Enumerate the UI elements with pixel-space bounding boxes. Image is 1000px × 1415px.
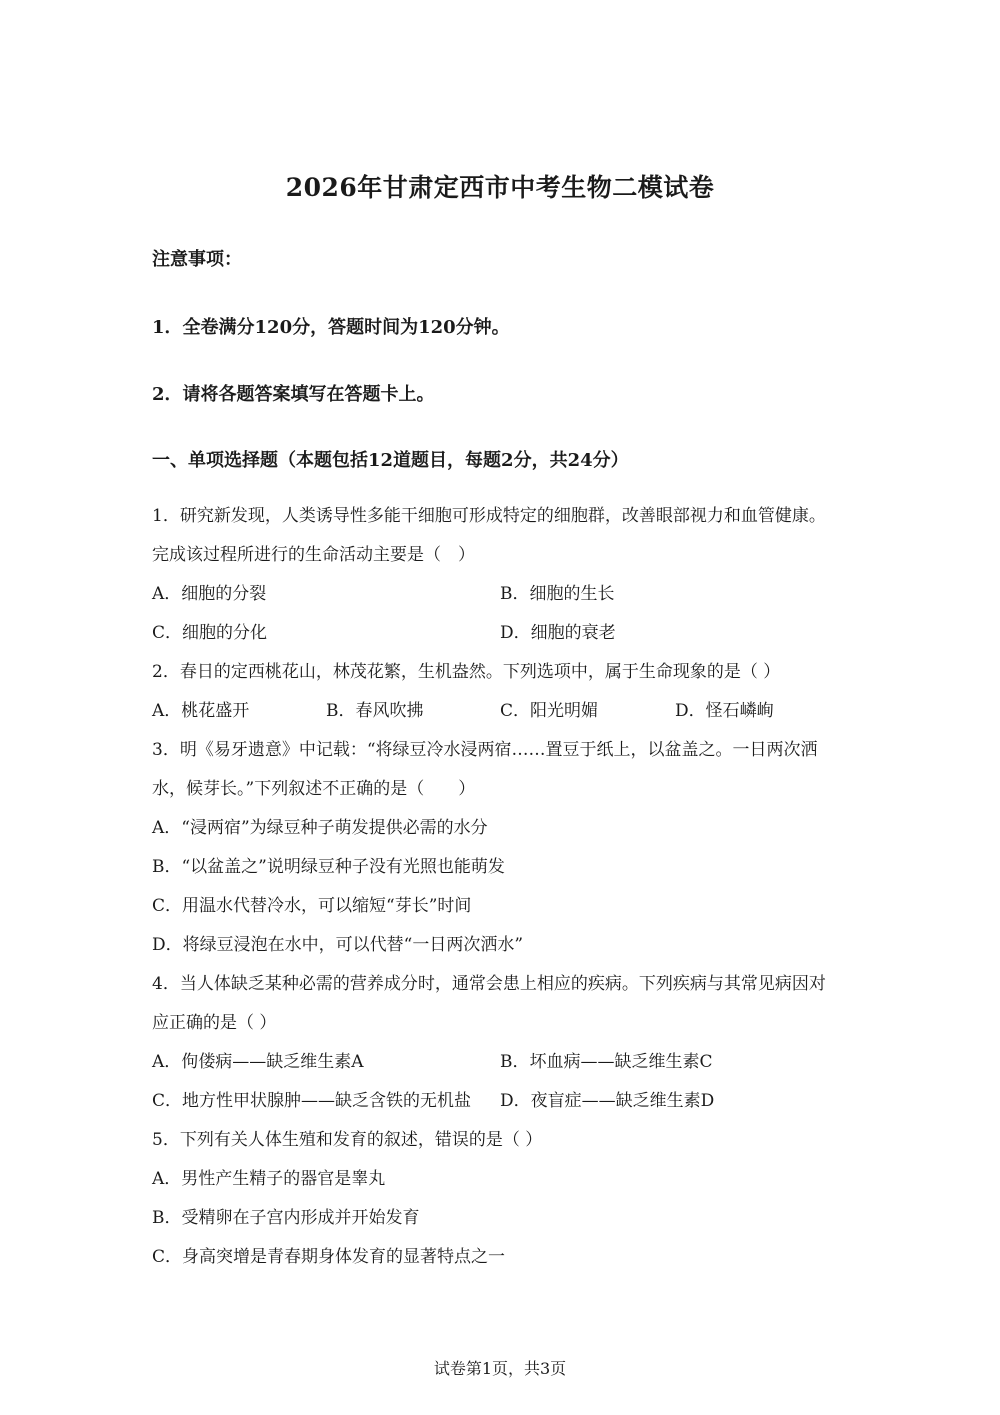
question-3-option-b: B．“以盆盖之”说明绿豆种子没有光照也能萌发	[152, 857, 505, 877]
question-1-option-d: D．细胞的衰老	[500, 623, 616, 643]
exam-title: 2026年甘肃定西市中考生物二模试卷	[285, 173, 715, 202]
question-4-option-b: B．坏血病——缺乏维生素C	[500, 1052, 713, 1072]
question-4-stem-line2: 应正确的是（ ）	[152, 1013, 277, 1033]
question-1-stem-line2: 完成该过程所进行的生命活动主要是（ ）	[152, 545, 475, 565]
question-4-option-a: A．佝偻病——缺乏维生素A	[152, 1052, 364, 1072]
question-2-option-d: D．怪石嶙峋	[675, 701, 774, 721]
question-1-option-c: C．细胞的分化	[152, 623, 268, 643]
question-2-option-b: B．春风吹拂	[326, 701, 424, 721]
question-1-option-a: A．细胞的分裂	[152, 584, 267, 604]
question-3-stem-line1: 3．明《易牙遗意》中记载：“将绿豆冷水浸两宿……置豆于纸上，以盆盖之。一日两次洒	[152, 740, 818, 760]
question-5-option-c: C．身高突增是青春期身体发育的显著特点之一	[152, 1247, 506, 1267]
notice-heading: 注意事项：	[152, 249, 242, 270]
question-3-option-a: A．“浸两宿”为绿豆种子萌发提供必需的水分	[152, 818, 488, 838]
question-4-option-c: C．地方性甲状腺肿——缺乏含铁的无机盐	[152, 1091, 472, 1111]
question-4-option-d: D．夜盲症——缺乏维生素D	[500, 1091, 715, 1111]
question-2-option-a: A．桃花盛开	[152, 701, 250, 721]
question-3-stem-line2: 水，候芽长。”下列叙述不正确的是（ ）	[152, 779, 476, 799]
question-3-option-c: C．用温水代替冷水，可以缩短“芽长”时间	[152, 896, 472, 916]
page-footer: 试卷第1页，共3页	[433, 1359, 567, 1378]
question-5-option-b: B．受精卵在子宫内形成并开始发育	[152, 1208, 420, 1228]
question-2-stem: 2．春日的定西桃花山，林茂花繁，生机盎然。下列选项中，属于生命现象的是（ ）	[152, 662, 781, 682]
question-1-option-b: B．细胞的生长	[500, 584, 615, 604]
notice-item-1: 1．全卷满分120分，答题时间为120分钟。	[152, 317, 510, 338]
question-2-option-c: C．阳光明媚	[500, 701, 599, 721]
question-5-stem: 5．下列有关人体生殖和发育的叙述，错误的是（ ）	[152, 1130, 543, 1150]
question-4-stem-line1: 4．当人体缺乏某种必需的营养成分时，通常会患上相应的疾病。下列疾病与其常见病因对	[152, 974, 826, 994]
notice-item-2: 2．请将各题答案填写在答题卡上。	[152, 384, 435, 405]
section-heading: 一、单项选择题（本题包括12道题目，每题2分，共24分）	[152, 450, 629, 471]
question-1-stem-line1: 1．研究新发现，人类诱导性多能干细胞可形成特定的细胞群，改善眼部视力和血管健康。	[152, 506, 826, 526]
question-5-option-a: A．男性产生精子的器官是睾丸	[152, 1169, 386, 1189]
question-3-option-d: D．将绿豆浸泡在水中，可以代替“一日两次洒水”	[152, 935, 524, 955]
